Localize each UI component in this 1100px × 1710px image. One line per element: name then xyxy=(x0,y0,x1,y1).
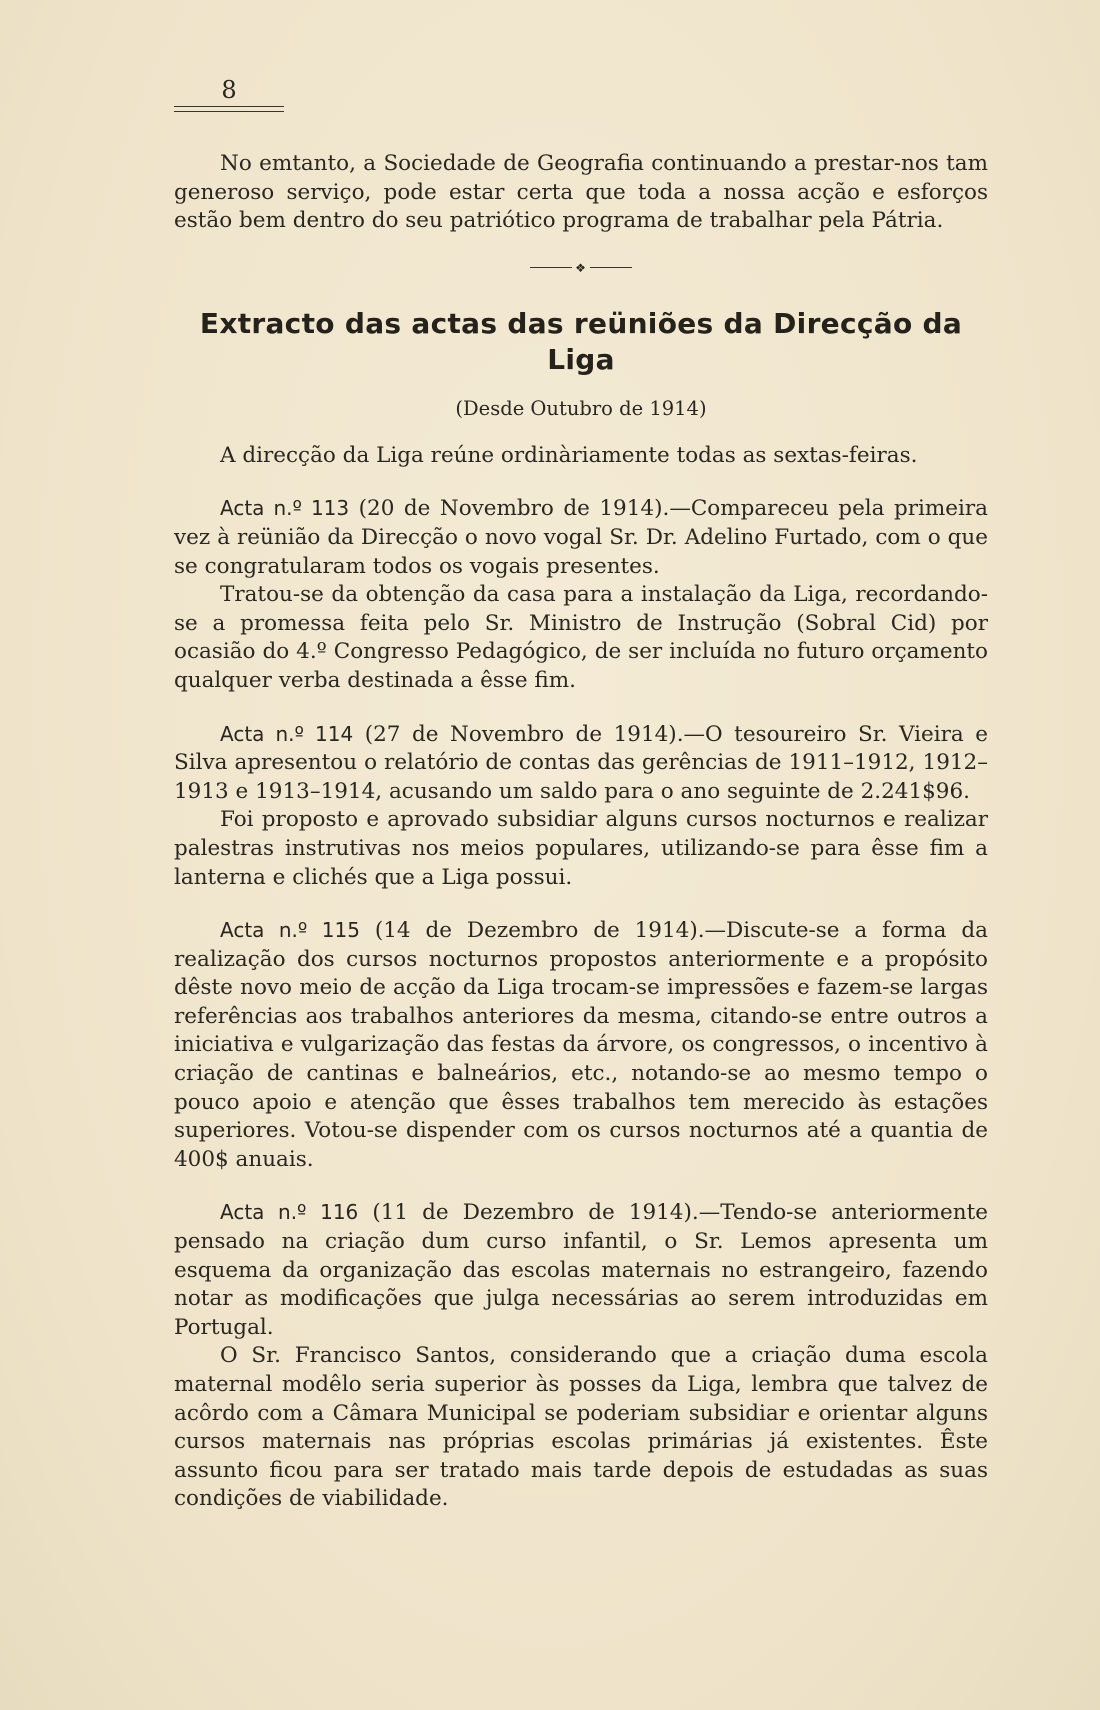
ornament-glyph-icon: ❖ xyxy=(575,260,587,275)
acta-continuation: Foi proposto e aprovado subsidiar alguns cursos nocturnos e realizar palestras instrutivas nos meios populares, utilizando-se para êsse fim a lanterna e clichés que a Liga possui. xyxy=(174,807,988,890)
section-title: Extracto das actas das reüniões da Direcção da Liga xyxy=(199,306,963,376)
acta-continuation: Tratou-se da obtenção da casa para a instalação da Liga, recordando-se a promessa feita pelo Sr. Ministro de Instrução (Sobral Cid) por ocasião do 4.º Congresso Pedagógico, de ser incluída no futuro orçamento qualquer verba destinada a êsse fim. xyxy=(174,582,988,693)
actas-list xyxy=(174,494,988,1514)
header-rule-second xyxy=(174,111,284,112)
acta-text: (14 de Dezembro de 1914).—Discute-se a forma da realização dos cursos nocturnos propostos anteriormente e a propósito dêste novo meio de acção da Liga trocam-se impressões e fazem-se largas referências aos trabalhos anteriores da mesma, citando-se entre outros a iniciativa e vulgarização das festas da árvore, os congressos, o incentivo à criação de cantinas e balneários, etc., notando-se ao mesmo tempo o pouco apoio e atenção que êsses trabalhos tem merecido às estações superiores. Votou-se dispender com os cursos nocturnos até a quantia de 400$ anuais. xyxy=(174,918,988,1172)
acta-paragraph xyxy=(174,494,988,581)
opening-paragraph: No emtanto, a Sociedade de Geografia continuando a prestar-nos tam generoso serviço, pode estar certa que toda a nossa acção e esforços estão bem dentro do seu patriótico programa de trabalhar pela Pátria. xyxy=(174,151,988,234)
acta-label: Acta n.º 116 xyxy=(220,1200,359,1225)
acta-label: Acta n.º 114 xyxy=(220,721,354,746)
intro-paragraph: A direcção da Liga reúne ordinàriamente todas as sextas-feiras. xyxy=(220,442,918,468)
ornament-line-left xyxy=(530,267,572,268)
acta-paragraph xyxy=(174,916,988,1174)
acta-label: Acta n.º 113 xyxy=(220,496,350,521)
acta-continuation: O Sr. Francisco Santos, considerando que a criação duma escola maternal modêlo seria superior às posses da Liga, lembra que talvez de acôrdo com a Câmara Municipal se poderiam subsidiar e orientar alguns cursos maternais nas próprias escolas primárias já existentes. Êste assunto ficou para ser tratado mais tarde depois de estudadas as suas condições de viabilidade. xyxy=(174,1343,988,1512)
acta-text: (27 de Novembro de 1914).—O tesoureiro Sr. Vieira e Silva apresentou o relatório de contas das gerências de 1911–1912, 1912–1913 e 1913–1914, acusando um saldo para o ano seguinte de 2.241$96. xyxy=(174,721,989,804)
page-content xyxy=(174,150,988,1514)
acta-114 xyxy=(174,720,988,893)
header-rule xyxy=(174,106,284,107)
section-subtitle: (Desde Outubro de 1914) xyxy=(455,396,707,420)
acta-text: (11 de Dezembro de 1914).—Tendo-se anteriormente pensado na criação dum curso infantil, o Sr. Lemos apresenta um esquema da organização das escolas maternais no estrangeiro, fazendo notar as modificações que julga necessárias ao serem introduzidas em Portugal. xyxy=(174,1200,988,1340)
acta-paragraph xyxy=(174,720,988,807)
acta-116 xyxy=(174,1198,988,1514)
page-number: 8 xyxy=(221,76,237,104)
ornament-line-right xyxy=(590,267,632,268)
acta-text: (20 de Novembro de 1914).—Compareceu pela primeira vez à reünião da Direcção o novo vogal Sr. Dr. Adelino Furtado, com o que se congratularam todos os vogais presentes. xyxy=(174,496,988,579)
acta-115 xyxy=(174,916,988,1174)
acta-paragraph xyxy=(174,1198,988,1342)
page-folio xyxy=(174,76,284,112)
acta-label: Acta n.º 115 xyxy=(220,918,360,943)
acta-113 xyxy=(174,494,988,695)
section-ornament xyxy=(174,262,988,274)
